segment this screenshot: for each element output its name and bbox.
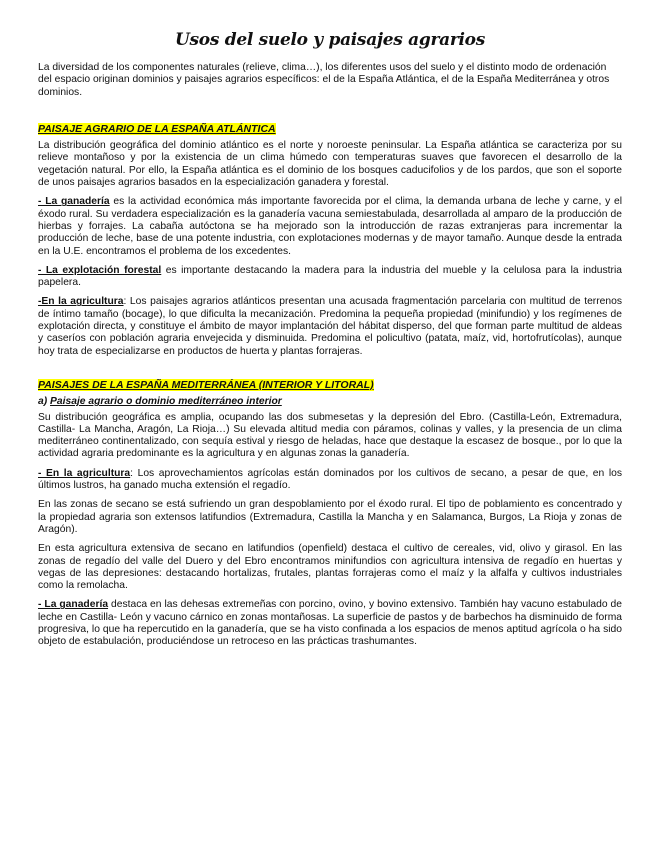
section-heading-atlantic — [38, 123, 622, 136]
atlantic-agricultura-text: : Los paisajes agrarios atlánticos presentan una acusada fragmentación parcelaria con multitud de terrenos de íntimo tamaño (bocage), lo que dificulta la mecanización. Predomina la pequeña propiedad (minifundio) y los regímenes de explotación directa, y constituye el ámbito de mayor implantación del hábitat disperso, del que forman parte multitud de aldeas y caseríos con población agraria envejecida y disminuida. Predomina el policultivo (patata, maíz, vid, hortofrutícolas), aunque hoy trata de especializarse en productos de huerta y plantas forrajeras. — [38, 296, 622, 357]
subheading-prefix: a) — [38, 396, 51, 408]
mediterranean-ganaderia-paragraph — [38, 599, 622, 648]
atlantic-agricultura-lead: -En la agricultura — [38, 296, 124, 308]
section-gap — [38, 365, 622, 379]
atlantic-forestal-paragraph — [38, 265, 622, 290]
mediterranean-ganaderia-lead: - La ganadería — [38, 599, 109, 611]
page-title: Usos del suelo y paisajes agrarios — [175, 30, 485, 50]
atlantic-forestal-text: es importante destacando la madera para la industria del mueble y la celulosa para la industria papelera. — [38, 264, 622, 289]
mediterranean-subheading — [38, 396, 622, 408]
atlantic-ganaderia-lead: - La ganadería — [38, 196, 110, 208]
atlantic-intro-paragraph: La distribución geográfica del dominio atlántico es el norte y noroeste peninsular. La España atlántica se caracteriza por su relieve montañoso y por la existencia de un clima húmedo con temperaturas suaves que favorecen el desarrollo de la vegetación natural. Por ello, la España atlántica es el dominio de los bosques caducifolios y de los pardos, que son el soporte de unos paisajes agrarios basados en la especialización ganadera y forestal. — [38, 140, 622, 189]
intro-paragraph: La diversidad de los componentes naturales (relieve, clima…), los diferentes usos del suelo y el distinto modo de ordenación del espacio originan dominios y paisajes agrarios específicos: el de la España Atlántica, el de la España Mediterránea y otros dominios. — [38, 62, 610, 98]
subheading-title: Paisaje agrario o dominio mediterráneo interior — [50, 396, 282, 408]
mediterranean-ganaderia-text: destaca en las dehesas extremeñas con porcino, ovino, y bovino extensivo. También hay vacuno estabulado de leche en Castilla- León y vacuno cárnico en zonas montañosas. La superficie de pastos y de barbechos ha disminuido de forma progresiva, lo que ha repercutido en la ganadería, que se ha visto confinada a los espacios de menos aptitud agrícola o ha sido objeto de estabulación, produciéndose un retroceso en las prácticas trashumantes. — [38, 599, 622, 648]
section-heading-mediterranean — [38, 379, 622, 392]
atlantic-heading-text: PAISAJE AGRARIO DE LA ESPAÑA ATLÁNTICA — [38, 122, 276, 135]
mediterranean-agricultura-lead: - En la agricultura — [38, 467, 131, 479]
mediterranean-heading-text: PAISAJES DE LA ESPAÑA MEDITERRÁNEA (INTERIOR Y LITORAL) — [38, 378, 374, 391]
atlantic-agricultura-paragraph — [38, 296, 622, 357]
document-page — [38, 30, 622, 656]
atlantic-forestal-lead: - La explotación forestal — [38, 264, 162, 276]
atlantic-ganaderia-paragraph — [38, 196, 622, 257]
mediterranean-agricultura-paragraph — [38, 468, 622, 493]
atlantic-ganaderia-text: es la actividad económica más importante favorecida por el clima, la demanda urbana de leche y carne, y el éxodo rural. Su verdadera especialización es la ganadería vacuna semiestabulada, desarrollada al amparo de la producción de hierbas y forrajes. La cabaña autóctona se ha mejorado son la introducción de razas extranjeras para incrementar la producción de leche, base de una potente industria, con explotaciones modernas y de mayor tamaño. Aunque desde la entrada en la U.E. encontramos el problema de los excedentes. — [38, 196, 623, 257]
mediterranean-intro-paragraph: Su distribución geográfica es amplia, ocupando las dos submesetas y la depresión del Ebro. (Castilla-León, Extremadura, Castilla- La Mancha, Aragón, La Rioja…) Su elevada altitud media con páramos, colinas y valles, y la presencia de un clima mediterráneo continentalizado, con sequía estival y riesgo de heladas, hace que destaque la escasez de bosque., por lo que la actividad agraria predominante es la agricultura y en algunas zonas la ganadería. — [38, 411, 622, 460]
mediterranean-agricultura-text: : Los aprovechamientos agrícolas están dominados por los cultivos de secano, a pesar de que, en los últimos lustros, ha ganado mucha extensión el regadío. — [38, 467, 622, 492]
mediterranean-extensiva-paragraph: En esta agricultura extensiva de secano en latifundios (openfield) destaca el cultivo de cereales, vid, olivo y girasol. En las zonas de regadío del valle del Duero y del Ebro encontramos minifundios con agricultura intensiva de regadío en huertas y vegas de las depresiones: destacando hortalizas, frutales, plantas forrajeras como el maíz y la alfalfa y cultivos industriales como la remolacha. — [38, 543, 622, 592]
mediterranean-secano-paragraph: En las zonas de secano se está sufriendo un gran despoblamiento por el éxodo rural. El tipo de poblamiento es concentrado y la propiedad agraria son extensos latifundios (Extremadura, Castilla la Mancha y en Salamanca, Burgos, La Rioja y zonas de Aragón). — [38, 499, 622, 535]
